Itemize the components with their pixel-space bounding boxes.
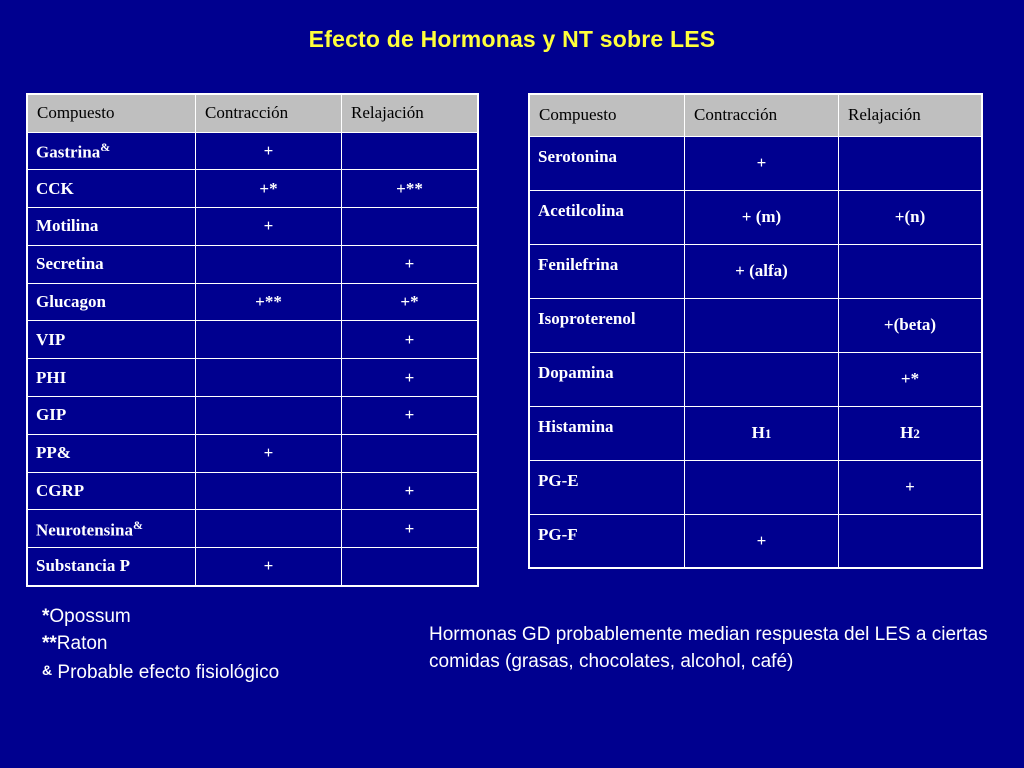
table-row — [529, 244, 982, 298]
compound-cell — [27, 548, 196, 586]
relaxation-cell: + — [342, 472, 479, 510]
relaxation-cell-value: +(n) — [894, 207, 926, 226]
contraction-cell-value: H — [751, 423, 765, 442]
compound-name: Neurotensina — [36, 520, 133, 540]
contraction-cell — [685, 460, 839, 514]
compound-cell — [27, 132, 196, 170]
relaxation-cell — [342, 548, 479, 586]
compound-cell — [27, 397, 196, 435]
footnotes — [42, 603, 279, 686]
footnote-mark: * — [42, 606, 50, 627]
compound-cell — [27, 208, 196, 246]
table-row — [27, 132, 478, 170]
compound-cell — [27, 170, 196, 208]
table-row — [27, 321, 478, 359]
compound-sup: & — [132, 517, 143, 532]
contraction-cell: + — [196, 434, 342, 472]
table-row — [27, 245, 478, 283]
compound-name: Secretina — [36, 254, 104, 274]
compound-name: PHI — [36, 367, 67, 387]
compound-cell — [27, 359, 196, 397]
compound-name: CGRP — [36, 481, 85, 501]
relaxation-cell: + — [342, 321, 479, 359]
table-row — [529, 352, 982, 406]
footnote-opossum — [42, 603, 279, 630]
table-row — [529, 514, 982, 568]
relaxation-cell — [839, 136, 983, 190]
relaxation-cell-value: + — [905, 477, 915, 496]
footnote-physiological — [42, 657, 279, 686]
contraction-cell — [685, 244, 839, 298]
relaxation-cell: + — [342, 397, 479, 435]
relaxation-cell-value: H — [900, 423, 914, 442]
table-row — [27, 397, 478, 435]
compound-name: Substancia P — [36, 556, 130, 576]
footnote-text: Opossum — [49, 606, 131, 627]
compound-cell — [27, 245, 196, 283]
slide-title: Efecto de Hormonas y NT sobre LES — [308, 26, 716, 52]
compound-cell: Histamina — [529, 406, 685, 460]
compound-cell: PG-E — [529, 460, 685, 514]
contraction-cell-value: + — [756, 530, 767, 550]
compound-name: VIP — [36, 329, 66, 349]
compound-cell: Fenilefrina — [529, 244, 685, 298]
contraction-cell-value: + (alfa) — [735, 261, 788, 280]
hormones-table — [26, 93, 479, 587]
contraction-cell — [196, 321, 342, 359]
table-row — [529, 298, 982, 352]
footnote-mark: & — [42, 662, 53, 678]
table-row — [529, 460, 982, 514]
contraction-cell: +** — [196, 283, 342, 321]
compound-cell: Acetilcolina — [529, 190, 685, 244]
table-row — [27, 548, 478, 586]
header-compound: Compuesto — [529, 94, 685, 136]
table-row — [27, 434, 478, 472]
table-row — [529, 190, 982, 244]
compound-name: Motilina — [36, 216, 99, 236]
table-row — [27, 472, 478, 510]
relaxation-cell: + — [342, 245, 479, 283]
footnote-text: Raton — [56, 633, 108, 654]
contraction-cell-value: + — [756, 153, 767, 172]
contraction-cell — [685, 136, 839, 190]
contraction-cell-value: + (m) — [741, 207, 782, 226]
contraction-cell-subscript: 1 — [764, 426, 772, 441]
compound-cell — [27, 283, 196, 321]
compound-sup: & — [100, 139, 111, 154]
table-row — [27, 208, 478, 246]
relaxation-cell — [839, 514, 983, 568]
table-row — [27, 283, 478, 321]
relaxation-cell — [839, 244, 983, 298]
relaxation-cell-value: +(beta) — [883, 315, 937, 334]
footnote-text: Probable efecto fisiológico — [52, 662, 280, 683]
compound-cell — [27, 434, 196, 472]
relaxation-cell: +* — [342, 283, 479, 321]
contraction-cell — [685, 190, 839, 244]
header-relaxation: Relajación — [839, 94, 983, 136]
contraction-cell — [685, 406, 839, 460]
hormones-explanation: Hormonas GD probablemente median respuesta del LES a ciertas comidas (grasas, chocolates, alcohol, café) — [429, 624, 988, 672]
table-row — [27, 170, 478, 208]
contraction-cell — [685, 298, 839, 352]
relaxation-cell — [342, 208, 479, 246]
contraction-cell: + — [196, 208, 342, 246]
footnote-raton — [42, 630, 279, 657]
compound-cell: PG-F — [529, 514, 685, 568]
compound-name: GIP — [36, 405, 67, 425]
compound-name: CCK — [36, 178, 74, 198]
contraction-cell — [685, 352, 839, 406]
table-row — [27, 359, 478, 397]
relaxation-cell — [839, 298, 983, 352]
contraction-cell — [196, 397, 342, 435]
compound-name: Glucagon — [36, 292, 106, 312]
contraction-cell: +* — [196, 170, 342, 208]
table-header-row — [27, 94, 478, 132]
header-contraction: Contracción — [196, 94, 342, 132]
contraction-cell — [196, 472, 342, 510]
relaxation-cell: + — [342, 359, 479, 397]
table-header-row — [529, 94, 982, 136]
header-contraction: Contracción — [685, 94, 839, 136]
relaxation-cell — [342, 434, 479, 472]
table-row — [529, 406, 982, 460]
compound-name: PP& — [36, 443, 71, 463]
relaxation-cell — [839, 190, 983, 244]
contraction-cell — [196, 510, 342, 548]
relaxation-cell — [839, 460, 983, 514]
relaxation-cell — [342, 132, 479, 170]
compound-cell: Serotonina — [529, 136, 685, 190]
relaxation-cell — [839, 406, 983, 460]
neurotransmitters-table — [528, 93, 983, 569]
table-row — [27, 510, 478, 548]
contraction-cell — [196, 359, 342, 397]
contraction-cell — [196, 245, 342, 283]
relaxation-cell: +** — [342, 170, 479, 208]
compound-cell — [27, 321, 196, 359]
relaxation-cell-value: +* — [900, 369, 920, 388]
footnote-mark: ** — [42, 633, 57, 654]
contraction-cell — [685, 514, 839, 568]
relaxation-cell-subscript: 2 — [913, 426, 920, 441]
contraction-cell: + — [196, 548, 342, 586]
compound-cell — [27, 510, 196, 548]
table-row — [529, 136, 982, 190]
compound-cell: Isoproterenol — [529, 298, 685, 352]
compound-cell — [27, 472, 196, 510]
header-relaxation: Relajación — [342, 94, 479, 132]
compound-cell: Dopamina — [529, 352, 685, 406]
relaxation-cell — [839, 352, 983, 406]
contraction-cell: + — [196, 132, 342, 170]
relaxation-cell: + — [342, 510, 479, 548]
compound-name: Gastrina — [36, 142, 101, 162]
header-compound: Compuesto — [27, 94, 196, 132]
